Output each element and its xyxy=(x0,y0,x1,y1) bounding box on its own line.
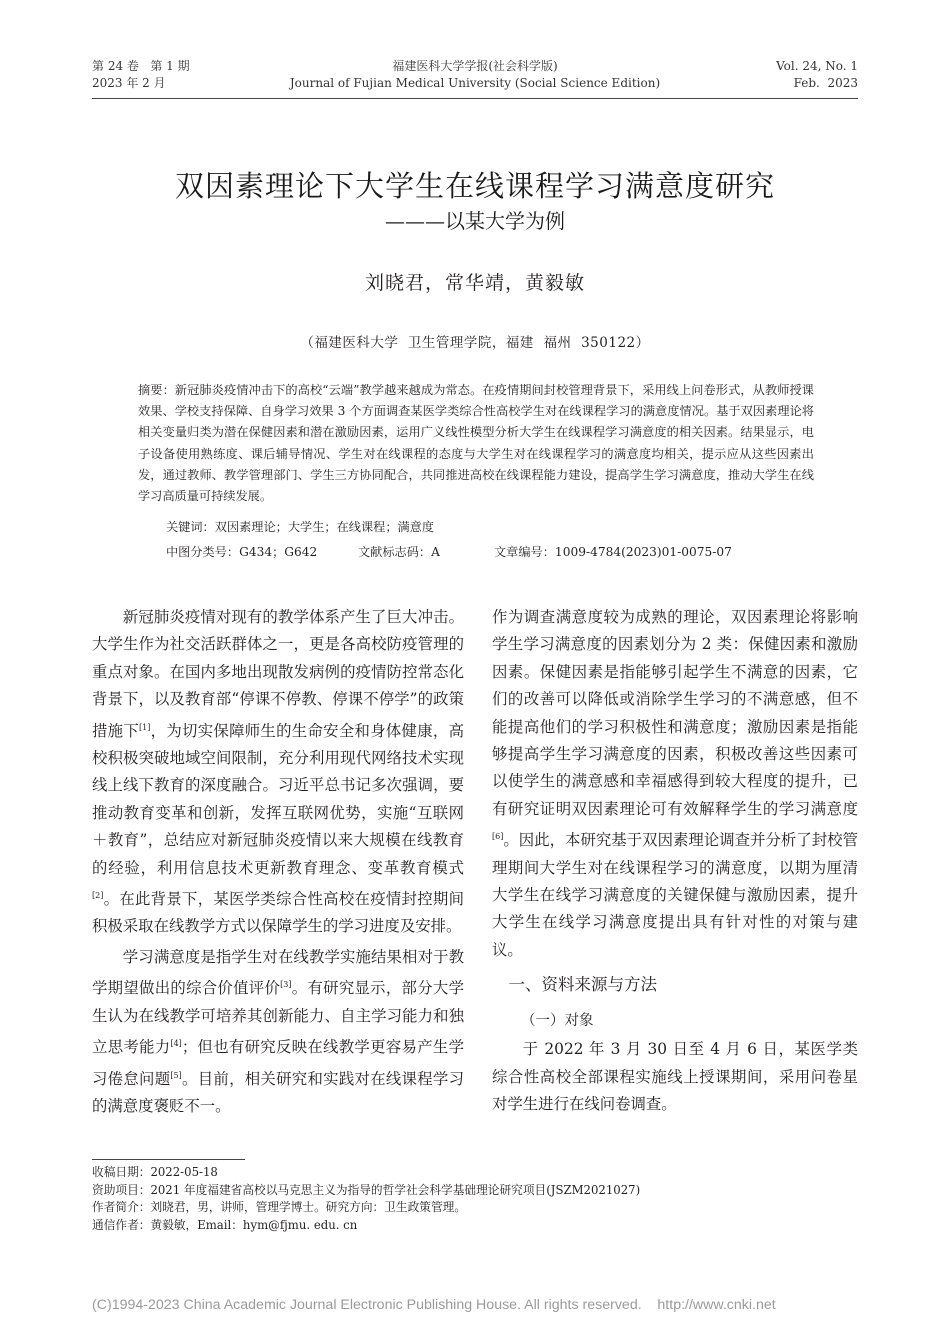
document-code: 文献标志码：A xyxy=(358,545,440,559)
journal-name-cn: 福建医科大学学报(社会科学版) xyxy=(392,59,558,73)
article-number: 文章编号：1009-4784(2023)01-0075-07 xyxy=(494,545,732,559)
paragraph xyxy=(92,944,464,1120)
section-heading: 一、资料来源与方法 xyxy=(508,975,657,995)
footnote-rule xyxy=(92,1159,245,1160)
footnotes xyxy=(92,1164,858,1234)
text-run: 。目前，相关研究和实践对在线课程学习的满意度褒贬不一。 xyxy=(92,1069,464,1115)
text-run: ；但也有研究反映在线教学更容易产生学习倦怠问题 xyxy=(92,1038,464,1088)
paragraph xyxy=(92,604,464,941)
article-subtitle: ———以某大学为例 xyxy=(385,209,565,233)
date-en: Feb. 2023 xyxy=(793,76,858,90)
text-run: 。在此背景下，某医学类综合性高校在疫情封控期间积极采取在线教学方式以保障学生的学习进度及安排。 xyxy=(92,890,464,936)
date-cn: 2023 年 2 月 xyxy=(92,76,166,90)
citation-ref[interactable]: [4] xyxy=(170,1039,182,1049)
text-run: 作为调查满意度较为成熟的理论，双因素理论将影响学生学习满意度的因素划分为 2 类：保健因素和激励因素。保健因素是指能够引起学生不满意的因素，它们的改善可以降低或消除学生学习的不满意感，但不能提高他们的学习积极性和满意度；激励因素是指能够提高学生学习满意度的因素，积极改善这些因素可以使学生的满意感和幸福感得到较大程度的提升，已有研究证明双因素理论可有效解释学生的学习满意度 xyxy=(492,608,858,818)
article-authors: 刘晓君，常华靖，黄毅敏 xyxy=(364,272,585,294)
header-rule xyxy=(92,98,858,99)
paragraph: 于 2022 年 3 月 30 日至 4 月 6 日，某医学类综合性高校全部课程实施线上授课期间，采用问卷星对学生进行在线问卷调查。 xyxy=(492,1040,858,1114)
author-affiliation: （福建医科大学 卫生管理学院，福建 福州 350122） xyxy=(300,335,650,351)
volume-issue-cn: 第 24 卷 第 1 期 xyxy=(92,59,190,73)
volume-issue-en: Vol. 24, No. 1 xyxy=(776,59,858,73)
text-run: 学习满意度是指学生对在线教学实施结果相对于教学期望做出的综合价值评价 xyxy=(92,947,464,998)
abstract-text: 新冠肺炎疫情冲击下的高校“云端”教学越来越成为常态。在疫情期间封校管理背景下，采用线上问卷形式，从教师授课效果、学校支持保障、自身学习效果 3 个方面调查某医学类综合性高校学生对在线课程学习的满意度情况。基于双因素理论将相关变量归类为潜在保健因素和潜在激励因素，运用广义线性模型分析大学生在线课程学习满意度的相关因素。结果显示，电子设备使用熟练度、课后辅导情况、学生对在线课程的态度与大学生对在线课程学习的满意度均相关，提示应从这些因素出发，通过教师、教学管理部门、学生三方协同配合，共同推进高校在线课程能力建设，提高学生学习满意度，推动大学生在线学习高质量可持续发展。 xyxy=(138,383,814,504)
running-header-center xyxy=(250,58,700,92)
body-column-left xyxy=(92,604,464,1120)
paragraph xyxy=(492,604,858,964)
author-bio: 作者简介：刘晓君，男，讲师，管理学博士。研究方向：卫生政策管理。 xyxy=(92,1200,467,1215)
abstract-label: 摘要： xyxy=(138,383,175,397)
text-run: ，为切实保障师生的生命安全和身体健康，高校积极突破地域空间限制，充分利用现代网络技术实现线上线下教育的深度融合。习近平总书记多次强调，要推动教育变革和创新，发挥互联网优势，实施“互联网＋教育”，总结应对新冠肺炎疫情以来大规模在线教育的经验，利用信息技术更新教育理念、变革教育模式 xyxy=(92,721,464,877)
citation-ref[interactable]: [6] xyxy=(492,832,504,842)
running-header-right xyxy=(660,58,858,92)
clc-number: 中图分类号：G434；G642 xyxy=(166,545,318,559)
journal-name-en: Journal of Fujian Medical University (Social Science Edition) xyxy=(289,76,661,90)
citation-ref[interactable]: [2] xyxy=(92,891,104,901)
citation-ref[interactable]: [5] xyxy=(170,1070,182,1080)
keywords-text: 双因素理论；大学生；在线课程；满意度 xyxy=(214,520,435,534)
citation-ref[interactable]: [3] xyxy=(280,980,292,990)
text-run: 。因此，本研究基于双因素理论调查并分析了封校管理期间大学生对在线课程学习的满意度，以期为厘清大学生在线学习满意度的关键保健与激励因素，提升大学生在线学习满意度提出具有针对性的对策与建议。 xyxy=(492,831,858,959)
article-title: 双因素理论下大学生在线课程学习满意度研究 xyxy=(174,169,775,203)
keywords-label: 关键词： xyxy=(166,520,215,534)
text-run: 。有研究显示，部分大学生认为在线教学可培养其创新能力、自主学习能力和独立思考能力 xyxy=(92,979,464,1057)
keywords xyxy=(166,518,816,535)
received-date: 收稿日期：2022-05-18 xyxy=(92,1165,218,1179)
citation-ref[interactable]: [1] xyxy=(139,722,151,732)
corresponding-author: 通信作者：黄毅敏，Email：hym@fjmu. edu. cn xyxy=(92,1217,358,1232)
text-run: 新冠肺炎疫情对现有的教学体系产生了巨大冲击。大学生作为社交活跃群体之一，更是各高校防疫管理的重点对象。在国内多地出现散发病例的疫情防控常态化背景下，以及教育部“停课不停教、停课不停学”的政策措施下 xyxy=(92,608,464,740)
body-column-right xyxy=(492,604,858,1119)
funding-info: 资助项目：2021 年度福建省高校以马克思主义为指导的哲学社会科学基础理论研究项目(JSZM2021027) xyxy=(92,1182,641,1197)
subsection-heading: （一）对象 xyxy=(521,1013,594,1030)
abstract xyxy=(138,380,814,507)
copyright-footer: (C)1994-2023 China Academic Journal Electronic Publishing House. All rights reserved. http://www.cnki.net xyxy=(92,1297,776,1313)
